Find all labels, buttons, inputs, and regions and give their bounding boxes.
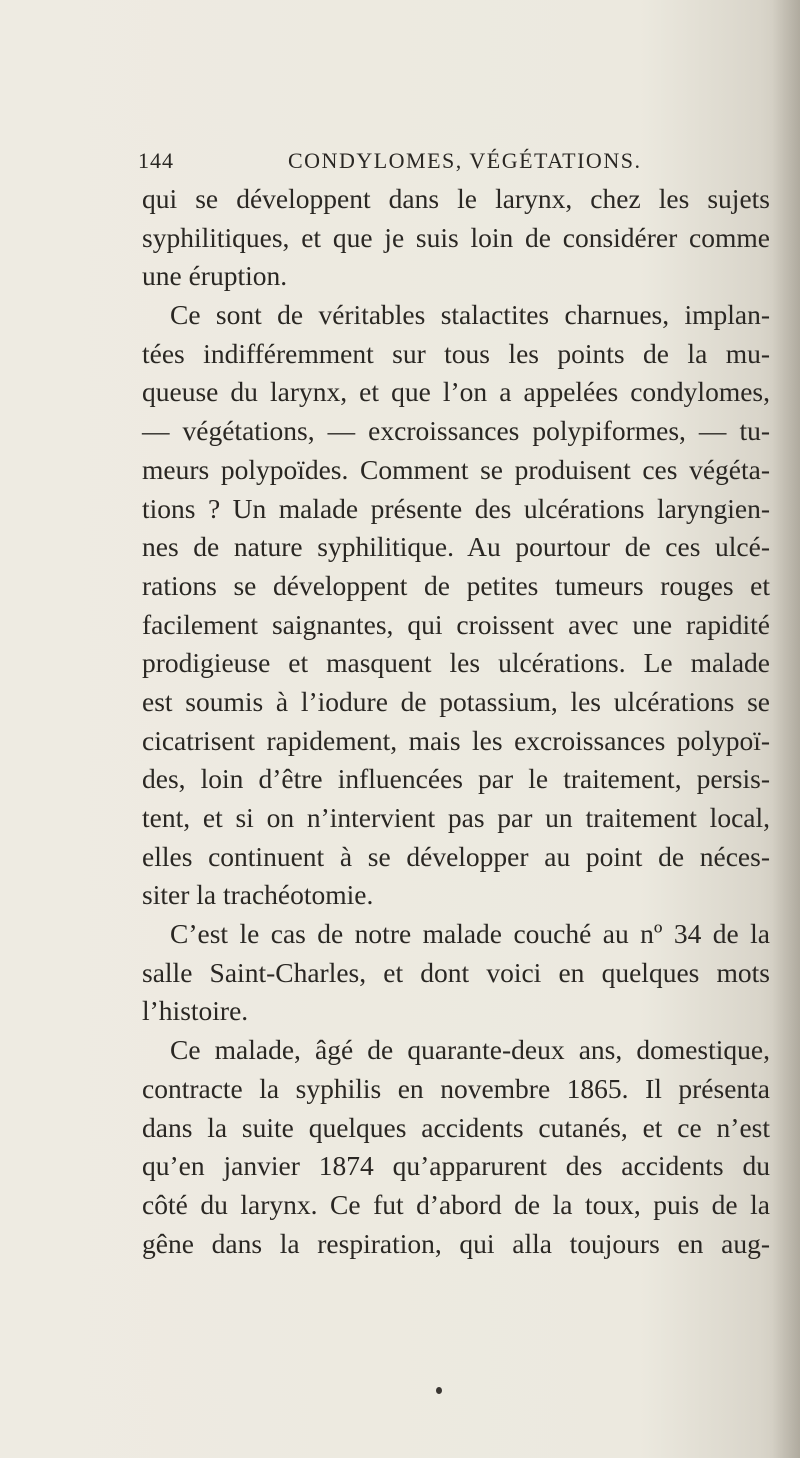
- text-line: tent, et si on n’intervient pas par un traitement local,: [142, 802, 770, 833]
- text-line: salle Saint-Charles, et dont voici en quelques mots: [142, 956, 770, 988]
- text-line: queuse du larynx, et que l’on a appelées condylomes,: [142, 376, 770, 408]
- text-line: une éruption.: [142, 260, 288, 292]
- text-line: contracte la syphilis en novembre 1865. Il présenta: [142, 1072, 770, 1104]
- ink-speck: [436, 1387, 442, 1394]
- text-line: l’histoire.: [142, 995, 249, 1027]
- text-line: C’est le cas de notre malade couché au nº 34 de la: [170, 918, 770, 950]
- text-line: tions ? Un malade présente des ulcérations laryngien-: [142, 492, 770, 524]
- text-line: qui se développent dans le larynx, chez les sujets: [142, 183, 770, 214]
- text-line: côté du larynx. Ce fut d’abord de la toux, puis de la: [142, 1188, 770, 1220]
- page-edge-shadow: [772, 0, 800, 1458]
- text-line: qu’en janvier 1874 qu’apparurent des accidents du: [142, 1150, 770, 1182]
- text-line: nes de nature syphilitique. Au pourtour de ces ulcé-: [142, 531, 770, 563]
- text-line: cicatrisent rapidement, mais les excroissances polypoï-: [142, 724, 770, 756]
- text-line: siter la trachéotomie.: [142, 879, 374, 911]
- text-line: syphilitiques, et que je suis loin de considérer comme: [142, 221, 770, 253]
- text-line: prodigieuse et masquent les ulcérations. Le malade: [142, 647, 770, 679]
- text-line: gêne dans la respiration, qui alla toujours en aug-: [142, 1227, 770, 1259]
- text-line: facilement saignantes, qui croissent avec une rapidité: [142, 608, 770, 640]
- text-line: des, loin d’être influencées par le traitement, persis-: [142, 763, 770, 795]
- text-line: tées indifféremment sur tous les points de la mu-: [142, 337, 770, 369]
- running-title: CONDYLOMES, VÉGÉTATIONS.: [288, 148, 642, 173]
- body-text: [142, 180, 770, 1263]
- text-line: est soumis à l’iodure de potassium, les ulcérations se: [142, 685, 770, 717]
- text-line: Ce malade, âgé de quarante-deux ans, domestique,: [170, 1034, 770, 1066]
- text-line: — végétations, — excroissances polypiformes, — tu-: [142, 415, 770, 447]
- page-number: 144: [138, 148, 174, 173]
- running-head: [138, 148, 700, 178]
- text-line: Ce sont de véritables stalactites charnues, implan-: [170, 299, 770, 331]
- text-line: elles continuent à se développer au point de néces-: [142, 840, 770, 872]
- text-line: rations se développent de petites tumeurs rouges et: [142, 569, 770, 601]
- text-line: dans la suite quelques accidents cutanés, et ce n’est: [142, 1111, 770, 1143]
- text-line: meurs polypoïdes. Comment se produisent ces végéta-: [142, 453, 770, 485]
